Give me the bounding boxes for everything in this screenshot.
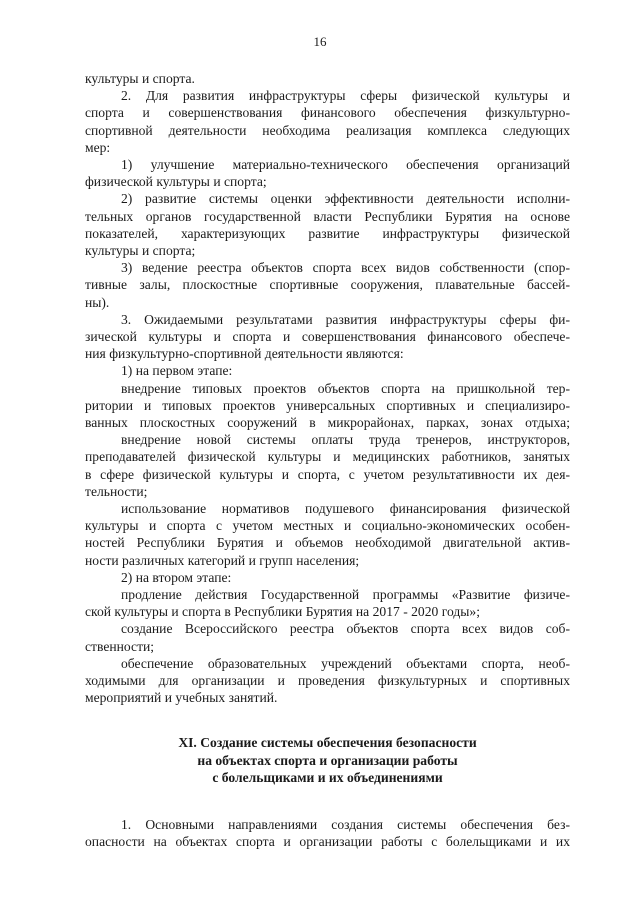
text-line: ности различных категорий и групп населения;	[85, 552, 360, 568]
section-heading-line: XI. Создание системы обеспечения безопасности	[178, 735, 477, 751]
text-line: обеспечение образовательных учреждений объектами спорта, необ-	[121, 655, 570, 671]
text-line: 1) на первом этапе:	[121, 363, 233, 379]
text-line: использование нормативов подушевого финансирования физической	[121, 501, 570, 516]
text-line: опасности на объектах спорта и организации работы с болельщиками и их	[85, 834, 570, 850]
text-line: мер:	[85, 139, 111, 155]
text-line: ственности;	[85, 638, 155, 654]
text-line: ской культуры и спорта в Республики Бурятия на 2017 - 2020 годы»;	[85, 604, 480, 620]
text-line: внедрение новой системы оплаты труда тренеров, инструкторов,	[121, 432, 570, 448]
text-line: 3. Ожидаемыми результатами развития инфраструктуры сферы фи-	[121, 311, 570, 327]
text-line: спортивной деятельности необходима реализация комплекса следующих	[85, 122, 570, 138]
text-line: 1. Основными направлениями создания системы обеспечения без-	[121, 817, 570, 832]
text-line: создание Всероссийского реестра объектов спорта всех видов соб-	[121, 621, 570, 637]
text-line: 3) ведение реестра объектов спорта всех видов собственности (спор-	[121, 260, 570, 276]
text-line: культуры и спорта с учетом местных и социально-экономических особен-	[85, 518, 570, 534]
text-line: 2) развитие системы оценки эффективности деятельности исполни-	[121, 191, 570, 207]
page-number: 16	[313, 34, 327, 49]
section-heading-line: с болельщиками и их объединениями	[212, 769, 443, 785]
text-line: культуры и спорта;	[85, 243, 196, 258]
text-line: мероприятий и учебных занятий.	[85, 690, 278, 706]
text-line: внедрение типовых проектов объектов спорта на пришкольной тер-	[121, 380, 570, 396]
text-line: спорта и совершенствования финансового обеспечения физкультурно-	[85, 105, 570, 121]
text-line: в сфере физической культуры и спорта, с учетом результативности их дея-	[85, 466, 570, 482]
text-line: ходимыми для организации и проведения физкультурных и спортивных	[85, 673, 570, 688]
section-heading-line: на объектах спорта и организации работы	[197, 752, 458, 768]
text-line: тельных органов государственной власти Республики Бурятия на основе	[85, 208, 570, 224]
text-line: 2. Для развития инфраструктуры сферы физической культуры и	[121, 88, 570, 104]
text-line: показателей, характеризующих развитие инфраструктуры физической	[85, 225, 570, 241]
text-line: зической культуры и спорта и совершенствования финансового обеспече-	[85, 329, 570, 344]
text-line: ритории и типовых проектов универсальных спортивных и специализиро-	[85, 397, 570, 413]
text-line: тельности;	[85, 483, 148, 499]
text-line: культуры и спорта.	[85, 71, 195, 86]
text-line: продление действия Государственной программы «Развитие физиче-	[121, 587, 570, 602]
text-line: 1) улучшение материально-технического обеспечения организаций	[121, 157, 570, 172]
text-line: преподавателей физической культуры и медицинских работников, занятых	[85, 449, 570, 465]
text-line: тивные залы, плоскостные спортивные сооружения, плавательные бассей-	[85, 277, 570, 293]
text-line: ванных плоскостных сооружений в микрорайонах, парках, зонах отдыха;	[85, 415, 570, 430]
text-line: ния физкультурно-спортивной деятельности являются:	[85, 346, 404, 362]
text-line: ны).	[85, 294, 110, 310]
text-line: 2) на втором этапе:	[121, 569, 232, 585]
text-line: ностей Республики Бурятия и объемов необходимой двигательной актив-	[85, 535, 570, 551]
text-line: физической культуры и спорта;	[85, 174, 267, 190]
